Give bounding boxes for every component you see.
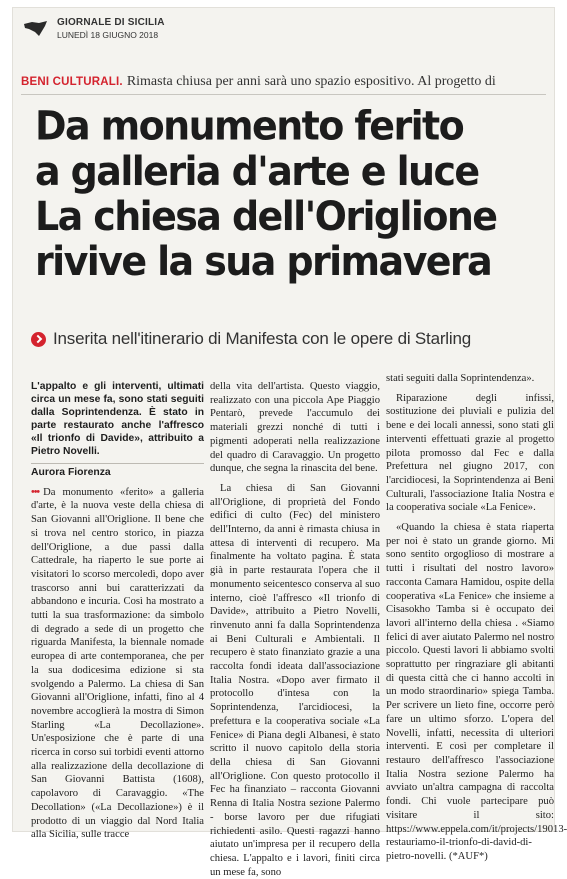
article-column-3 <box>386 372 567 864</box>
kicker-text: Rimasta chiusa per anni sarà uno spazio espositivo. Al progetto di <box>126 74 496 89</box>
body-paragraph: «Quando la chiesa è stata riaperta per noi è stato un grande giorno. Mi sono sentito orgoglioso di mostrare a tutti i risultati del nostro lavoro» racconta Camara Hamidou, ospite della cooperativa «La Fenice» che insieme a Cisasokho Tamba si è occupato dei lavori all'interno della chiesa . «Siamo felici di aver aiutato Palermo nel nostro piccolo. Questi lavori li abbiamo svolti soprattutto per ringraziare gli abitanti di questa città che ci hanno accolti in un modo straordinario» spiega Tamba. Per scrivere un lieto fine, occorre però fare un ultimo sforzo. L'opera del Novelli, infatti, necessita di ulteriori interventi. E così per completare il restauro dell'affresco l'associazione Italia Nostra sezione Palermo ha avviato un'altra campagna di raccolta fondi. Chi vuole partecipare può visitare il sito: https://www.eppela.com/it/projects/19013-restauriamo-il-trionfo-di-david-di-pietro-novelli. (*AUF*) <box>386 522 567 862</box>
byline: Aurora Fiorenza <box>31 467 111 478</box>
body-paragraph: La chiesa di San Giovanni all'Origlione, di proprietà del Fondo edifici di culto (Fec) del ministero dell'Interno, da anni è rimasta chiusa in attesa di interventi di recupero. Ma finalmente ha voltato pagina. È stata già in parte restaurata l'opera che il monumento seicentesco conserva al suo interno, cioè l'affresco «Il trionfo di Davide», attribuito a Pietro Novelli, rinvenuto anni fa dalla Soprintendenza ai Beni Culturali e Ambientali. Il recupero è stato finanziato grazie a una raccolta fondi ideata dall'associazione Italia Nostra. «Dopo aver firmato il protocollo d'intesa con la Soprintendenza, l'arcidiocesi, la prefettura e la cooperativa sociale «La Fenice» di Piana degli Albanesi, è stato scritto il nuovo capitolo della storia della chiesa di San Giovanni all'Origlione. Con questo protocollo il Fec ha finanziato – racconta Giovanni Renna di Italia Nostra sezione Palermo - borse lavoro per due rifugiati richiedenti asilo. Questi ragazzi hanno aiutato un'impresa per il recupero della chiesa. L'appalto e i lavori, finiti circa un mese fa, sono <box>210 482 380 878</box>
author-rule <box>31 463 204 464</box>
lead-paragraph: L'appalto e gli interventi, ultimati circa un mese fa, sono stati seguiti dalla Soprintendenza. È stato in parte restaurato anche l'affresco «Il trionfo di Davide», attribuito a Pietro Novelli. <box>31 381 204 457</box>
summary <box>31 329 551 353</box>
publication-date: LUNEDÌ 18 GIUGNO 2018 <box>57 30 159 40</box>
paper-name: GIORNALE DI SICILIA <box>57 17 165 28</box>
summary-text: Inserita nell'itinerario di Manifesta con le opere di Starling <box>53 329 471 348</box>
article-column-1 <box>31 380 204 842</box>
section-kicker: BENI CULTURALI. <box>21 76 123 88</box>
body-text: Da monumento «ferito» a galleria d'arte, è la nuova veste della chiesa di San Giovanni all'Origlione. Il bene che si trova nel centro storico, in piazza dell'Origlione, a due passi dalla Cattedrale, ha riaperto le sue porte ai visitatori lo scorso mercoledì, dopo aver trascorso anni bui caratterizzati da abbandono e incuria. Così ha mostrato a tutti la sua trasformazione: da simbolo di degrado a sede di un progetto che riguarda Manifesta, la biennale nomade europea di arte contemporanea, che per la sua dodicesima edizione si sta svolgendo a Palermo. La chiesa di San Giovanni all'Origlione, infatti, fino al 4 novembre accoglierà la mostra di Simon Starling «La Decollazione». Un'esposizione che è parte di una ricerca in corso sui torbidi eventi attorno alla realizzazione della decollazione di San Giovanni Battista (1608), capolavoro di Caravaggio. «The Decollation» («La Decollazione») è il prodotto di un viaggio dal Nord Italia alla Sicilia, sulle tracce <box>31 486 204 841</box>
headline-line: rivive la sua primavera <box>35 238 492 285</box>
red-dots-icon: ••• <box>31 486 40 498</box>
headline-line: La chiesa dell'Origlione <box>35 193 497 240</box>
sicily-logo-icon <box>23 20 49 38</box>
kicker-row <box>21 72 554 90</box>
kicker-rule <box>21 94 546 95</box>
chevron-right-circle-icon <box>31 332 46 347</box>
newspaper-clipping <box>13 8 567 878</box>
article-column-2 <box>210 380 380 879</box>
body-paragraph: della vita dell'artista. Questo viaggio, realizzato con una piccola Ape Piaggio Pentarò, prevede l'accumulo dei materiali grezzi nonché di tutti i pigmenti adoperati nella realizzazione del quadro di Caravaggio. Un progetto dunque, che segna la rinascita del bene. <box>210 381 380 475</box>
body-paragraph: stati seguiti dalla Soprintendenza». <box>386 373 535 384</box>
body-paragraph: Riparazione degli infissi, sostituzione dei pluviali e pulizia del bene e dei locali annessi, sono stati gli interventi effettuati grazie al progetto pilota promosso dal Fec e dalla Prefettura nel giugno 2017, con l'arcidiocesi, la Soprintendenza ai Beni Culturali, l'associazione Italia Nostra e la cooperativa sociale «La Fenice». <box>386 392 554 514</box>
headline-line: a galleria d'arte e luce <box>35 148 479 195</box>
body-paragraph <box>31 486 204 842</box>
headline <box>35 104 545 285</box>
headline-line: Da monumento ferito <box>35 102 464 150</box>
